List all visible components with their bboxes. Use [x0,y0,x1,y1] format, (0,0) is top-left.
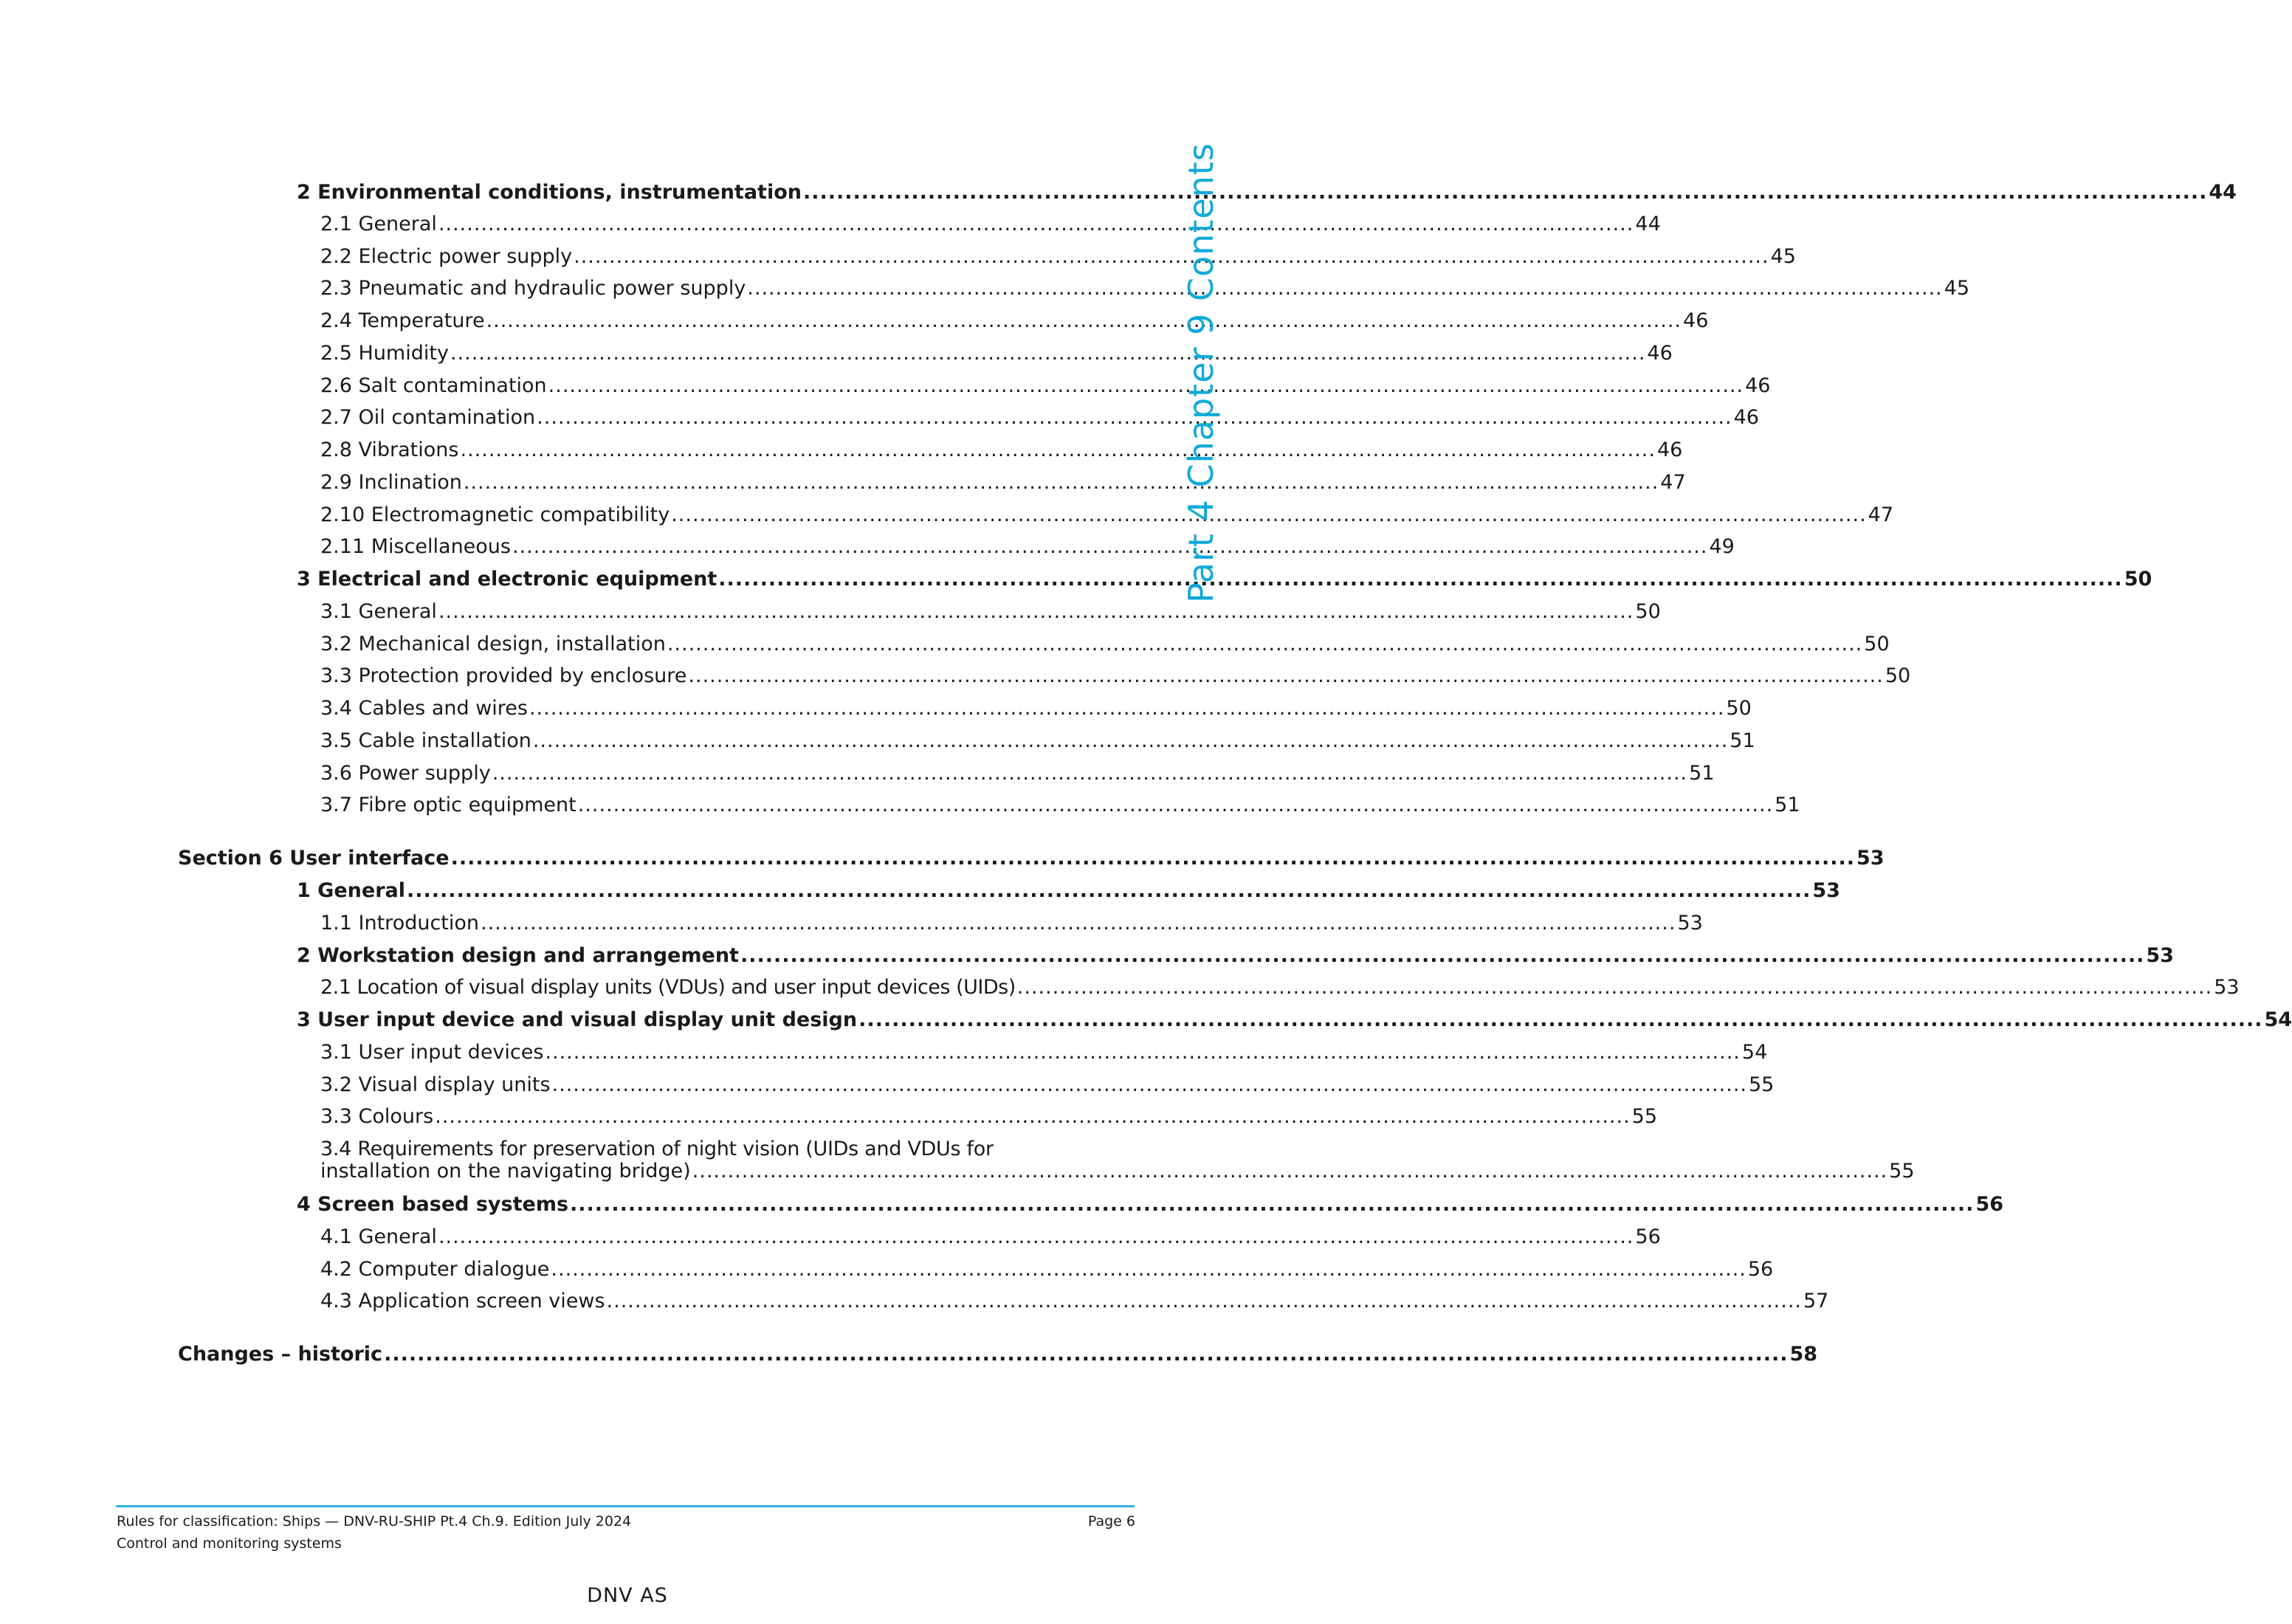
toc-entry[interactable]: 3 User input device and visual display unit design ......................................................................................................................................................................... 54 [297,1008,2292,1031]
toc-entry[interactable]: 2.1 Location of visual display units (VDUs) and user input devices (UIDs) ......................................................................................................................................................................... 53 [320,976,2240,999]
toc-entry[interactable]: 2.5 Humidity ......................................................................................................................................................................... 46 [320,342,1673,365]
toc-entry[interactable]: 3.4 Cables and wires ......................................................................................................................................................................... 50 [320,697,1752,720]
footer-page-number: Page 6 [1087,1513,1135,1530]
toc-entry[interactable]: 2.11 Miscellaneous ......................................................................................................................................................................... 49 [320,535,1735,558]
toc-entry[interactable]: 2 Environmental conditions, instrumentation ......................................................................................................................................................................... 44 [297,181,2237,204]
toc-entry[interactable]: 2.4 Temperature ......................................................................................................................................................................... 46 [320,309,1709,332]
toc-entry[interactable]: 2.10 Electromagnetic compatibility ......................................................................................................................................................................... 47 [320,503,1894,526]
toc-entry[interactable]: 2.7 Oil contamination ......................................................................................................................................................................... 46 [320,406,1759,429]
footer-document-title: Rules for classification: Ships — DNV-RU-SHIP Pt.4 Ch.9. Edition July 2024 [117,1513,632,1530]
toc-entry-multiline[interactable]: 3.4 Requirements for preservation of night vision (UIDs and VDUs for installation on the navigating bridge) ......................................................................................................................................................................... 55 [320,1138,1915,1183]
footer-chapter-title: Control and monitoring systems [117,1535,342,1552]
toc-entry[interactable]: 3 Electrical and electronic equipment ......................................................................................................................................................................... 50 [297,568,2152,591]
toc-entry[interactable]: 2.1 General ......................................................................................................................................................................... 44 [320,213,1661,235]
toc-entry[interactable]: 1.1 Introduction ......................................................................................................................................................................... 53 [320,912,1703,935]
footer-info [117,1510,631,1555]
toc-section-entry[interactable]: Changes – historic ......................................................................................................................................................................... 58 [178,1343,1818,1366]
toc-entry[interactable]: 3.5 Cable installation ......................................................................................................................................................................... 51 [320,729,1755,752]
toc-entry[interactable]: 3.3 Protection provided by enclosure ......................................................................................................................................................................... 50 [320,664,1911,687]
toc-entry[interactable]: 2.6 Salt contamination ......................................................................................................................................................................... 46 [320,374,1771,397]
toc-entry[interactable]: 3.7 Fibre optic equipment ......................................................................................................................................................................... 51 [320,794,1800,816]
toc-entry[interactable]: 2 Workstation design and arrangement ......................................................................................................................................................................... 53 [297,944,2174,967]
toc-section-entry[interactable]: Section 6 User interface ......................................................................................................................................................................... 53 [178,847,1885,870]
toc-entry[interactable]: 1 General ......................................................................................................................................................................... 53 [297,879,1840,902]
toc-entry[interactable]: 3.6 Power supply ......................................................................................................................................................................... 51 [320,762,1715,785]
toc-entry[interactable]: 3.1 User input devices ......................................................................................................................................................................... 54 [320,1041,1768,1064]
toc-entry[interactable]: 2.2 Electric power supply ......................................................................................................................................................................... 45 [320,245,1796,268]
toc-entry[interactable]: 2.3 Pneumatic and hydraulic power supply ......................................................................................................................................................................... 45 [320,277,1970,300]
toc-entry[interactable]: 3.1 General ......................................................................................................................................................................... 50 [320,600,1661,623]
toc-entry[interactable]: 3.2 Visual display units ......................................................................................................................................................................... 55 [320,1073,1775,1096]
toc-entry[interactable]: 4.3 Application screen views ......................................................................................................................................................................... 57 [320,1290,1829,1312]
toc-entry[interactable]: 4 Screen based systems ......................................................................................................................................................................... 56 [297,1193,2004,1216]
toc-entry[interactable]: 2.8 Vibrations ......................................................................................................................................................................... 46 [320,438,1683,461]
toc-entry[interactable]: 3.3 Colours ......................................................................................................................................................................... 55 [320,1105,1658,1128]
side-title: Part 4 Chapter 9 Contents [1181,142,1221,603]
toc-entry[interactable]: 3.2 Mechanical design, installation ......................................................................................................................................................................... 50 [320,633,1890,656]
toc-entry[interactable]: 4.2 Computer dialogue ......................................................................................................................................................................... 56 [320,1258,1774,1281]
footer-divider [116,1505,1135,1507]
company-name: DNV AS [587,1584,668,1607]
toc-entry[interactable]: 4.1 General ......................................................................................................................................................................... 56 [320,1225,1661,1248]
toc-entry[interactable]: 2.9 Inclination ......................................................................................................................................................................... 47 [320,471,1686,494]
